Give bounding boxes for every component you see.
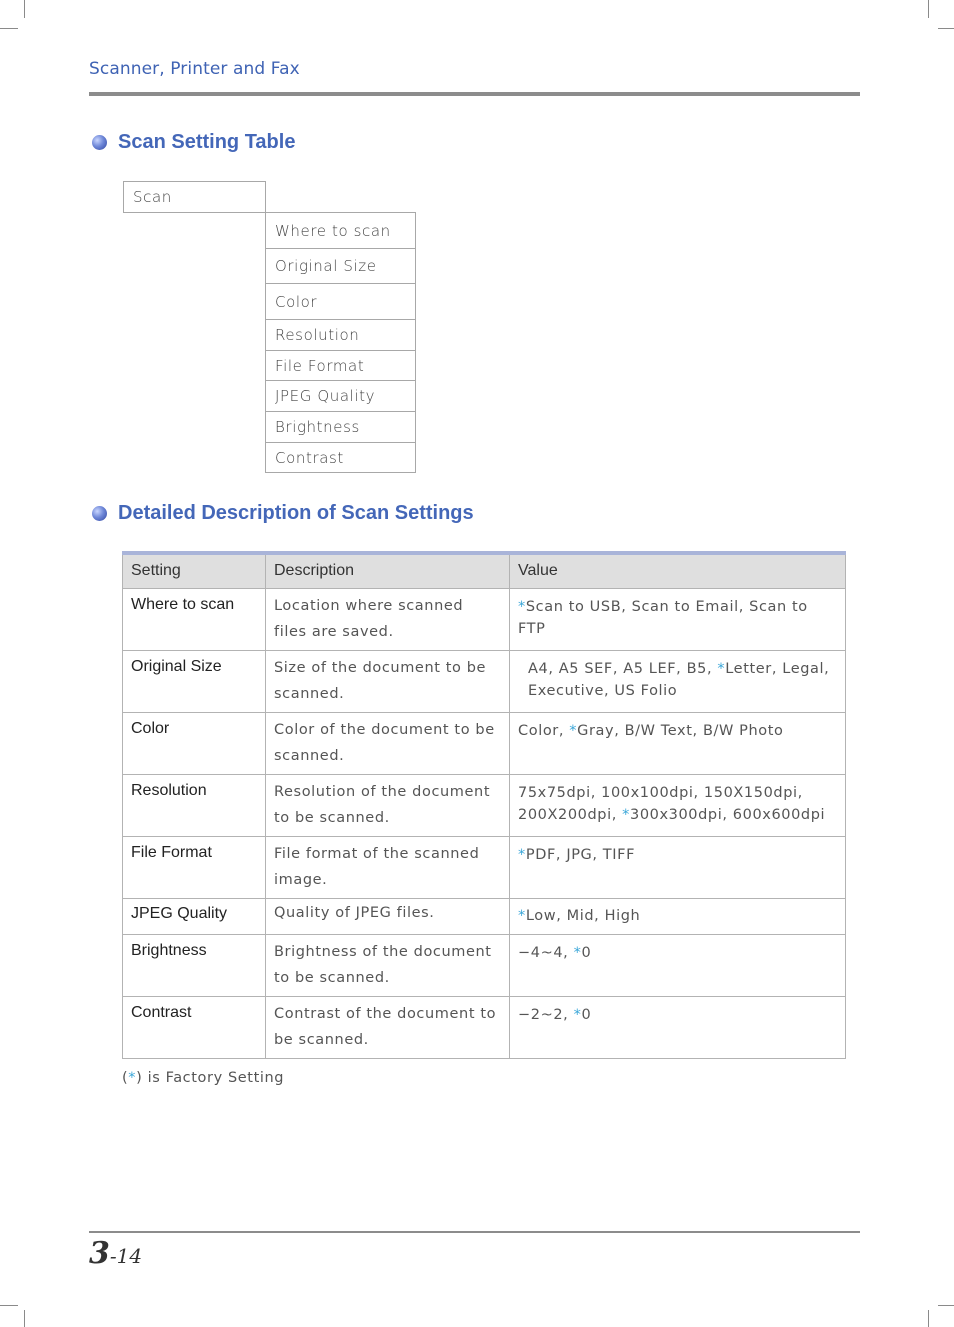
value-cell (510, 650, 846, 712)
factory-default-star: * (717, 660, 726, 677)
value-prefix: 75x75dpi, 100x100dpi, 150X150dpi, 200X200dpi, (518, 784, 803, 823)
tree-item: File Format (265, 350, 416, 381)
value-prefix: A4, A5 SEF, A5 LEF, B5, (528, 660, 718, 677)
setting-cell: File Format (123, 836, 266, 898)
factory-default-star: * (518, 598, 526, 615)
running-header: Scanner, Printer and Fax (89, 59, 300, 79)
tree-root-cell: Scan (123, 181, 266, 213)
table-row (123, 588, 846, 650)
value-suffix: Letter, Legal, Executive, US Folio (528, 660, 830, 699)
sphere-bullet-icon (92, 506, 107, 521)
crop-mark (24, 0, 25, 18)
tree-item: JPEG Quality (265, 380, 416, 412)
setting-cell: JPEG Quality (123, 898, 266, 934)
table-row (123, 934, 846, 996)
section-title-text: Scan Setting Table (118, 131, 296, 153)
value-cell (510, 588, 846, 650)
column-header-description: Description (266, 553, 510, 588)
value-cell (510, 774, 846, 836)
value-suffix: Scan to USB, Scan to Email, Scan to FTP (518, 598, 808, 637)
setting-cell: Contrast (123, 996, 266, 1058)
crop-mark (0, 28, 18, 29)
tree-item: Color (265, 283, 416, 320)
sphere-bullet-icon (92, 135, 107, 150)
crop-mark (938, 28, 954, 29)
description-cell: Color of the document to be scanned. (266, 712, 510, 774)
description-cell: File format of the scanned image. (266, 836, 510, 898)
setting-cell: Where to scan (123, 588, 266, 650)
value-suffix: 300x300dpi, 600x600dpi (630, 806, 826, 823)
section-title-text: Detailed Description of Scan Settings (118, 502, 474, 524)
setting-cell: Original Size (123, 650, 266, 712)
description-cell: Contrast of the document to be scanned. (266, 996, 510, 1058)
table-row (123, 774, 846, 836)
value-cell (510, 898, 846, 934)
factory-default-star: * (622, 806, 630, 823)
page-index: -14 (109, 1244, 143, 1268)
factory-default-star: * (573, 944, 582, 961)
table-row (123, 712, 846, 774)
crop-mark (0, 1305, 18, 1306)
table-row (123, 996, 846, 1058)
tree-item: Brightness (265, 411, 416, 443)
value-suffix: Low, Mid, High (525, 907, 641, 924)
value-cell (510, 712, 846, 774)
description-cell: Brightness of the document to be scanned. (266, 934, 510, 996)
setting-cell: Resolution (123, 774, 266, 836)
footnote-paren-open: ( (122, 1070, 129, 1086)
setting-cell: Color (123, 712, 266, 774)
factory-default-star: * (518, 846, 526, 863)
column-header-setting: Setting (123, 553, 266, 588)
value-cell (510, 934, 846, 996)
settings-description-table (122, 551, 846, 1059)
crop-mark (928, 1310, 929, 1327)
table-row (123, 836, 846, 898)
chapter-number: 3 (89, 1236, 110, 1271)
value-suffix: 0 (581, 944, 592, 961)
value-suffix: Gray, B/W Text, B/W Photo (577, 722, 784, 739)
description-cell: Resolution of the document to be scanned. (266, 774, 510, 836)
value-prefix: −4~4, (518, 944, 574, 961)
footnote-paren-close: ) (136, 1070, 143, 1086)
factory-default-star: * (518, 907, 526, 924)
table-header-row (123, 553, 846, 588)
column-header-value: Value (510, 553, 846, 588)
crop-mark (928, 0, 929, 18)
description-cell: Quality of JPEG files. (266, 898, 510, 934)
footnote (122, 1070, 284, 1086)
tree-item: Contrast (265, 442, 416, 473)
tree-item: Original Size (265, 248, 416, 284)
table-row (123, 650, 846, 712)
description-cell: Location where scanned files are saved. (266, 588, 510, 650)
footer-divider (89, 1231, 860, 1233)
value-prefix: Color, (518, 722, 570, 739)
tree-item: Where to scan (265, 212, 416, 249)
description-cell: Size of the document to be scanned. (266, 650, 510, 712)
value-prefix: −2~2, (518, 1006, 574, 1023)
value-suffix: PDF, JPG, TIFF (525, 846, 636, 863)
tree-item: Resolution (265, 319, 416, 351)
section-title-detailed-description (92, 502, 474, 525)
value-cell (510, 996, 846, 1058)
crop-mark (24, 1310, 25, 1327)
footnote-text: is Factory Setting (142, 1070, 285, 1086)
factory-default-star: * (128, 1070, 137, 1086)
factory-default-star: * (573, 1006, 582, 1023)
header-divider (89, 92, 860, 96)
crop-mark (938, 1305, 954, 1306)
factory-default-star: * (569, 722, 578, 739)
setting-cell: Brightness (123, 934, 266, 996)
section-title-scan-setting-table (92, 131, 295, 154)
value-cell (510, 836, 846, 898)
table-row (123, 898, 846, 934)
page-number (89, 1236, 142, 1271)
value-suffix: 0 (581, 1006, 592, 1023)
